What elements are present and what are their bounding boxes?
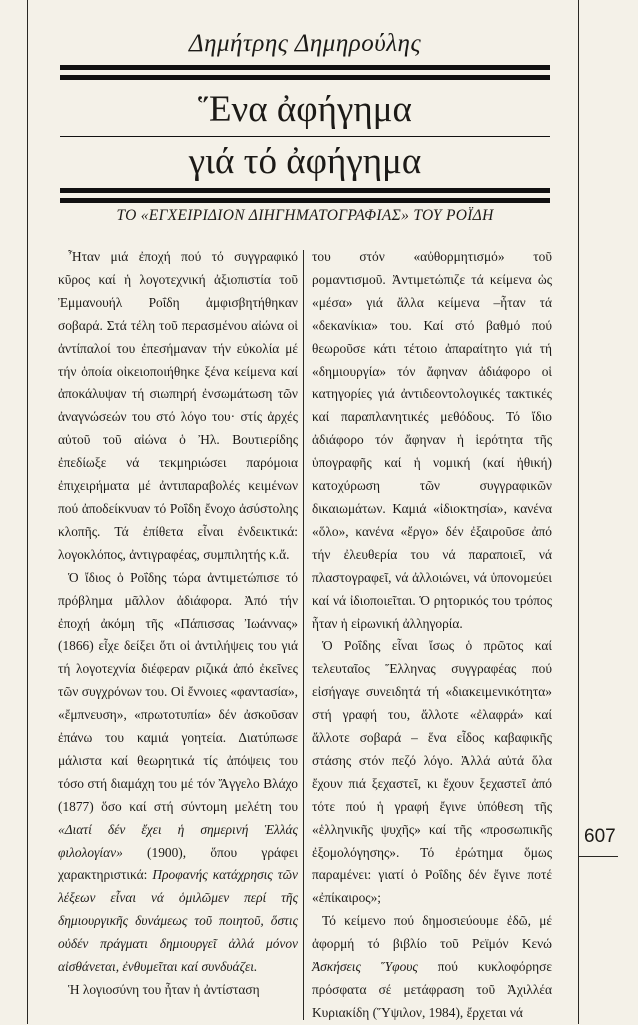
- heading-rule-top: [60, 65, 550, 70]
- heading-rule-bottom-second: [60, 198, 550, 203]
- title-divider: [60, 136, 550, 137]
- paragraph: [58, 567, 298, 979]
- page-number-rule: [578, 856, 618, 857]
- column-divider: [303, 250, 304, 1020]
- paragraph-text: Ὁ ἴδιος ὁ Ροΐδης τώρα ἀντιμετώπισε τό πρόβλημα μᾶλλον ἀδιάφορα. Ἀπό τήν ἐποχή ἀκόμη τῆς «Πάπισσας Ἰωάννας» (1866) εἶχε δείξει ὅτι οἱ ἀντιλήψεις του γιά τή λογοτεχνία διέφεραν ριζικά ἀπό ἐκεῖνες τῶν συγχρόνων του. Οἱ ἔννοιες «φαντασία», «ἔμπνευση», «πρωτοτυπία» δέν ἀσκοῦσαν ἐπάνω του καμιά γοητεία. Διατύπωσε μάλιστα καί θεωρητικά τίς ἀπόψεις του τόσο στή διαμάχη του μέ τόν Ἄγγελο Βλάχο (1877) ὅσο καί στή σύντομη μελέτη του: [58, 569, 298, 814]
- paragraph-text: πού κυκλοφόρησε πρόσφατα σέ μετάφραση τοῦ Ἀχιλλέα Κυριακίδη (Ὕψιλον, 1984), ἔρχεται νά: [312, 959, 552, 1020]
- quotation: Προφανής κατάχρησις τῶν λέξεων εἶναι νά ὁμιλῶμεν περί τῆς δημιουργικῆς δυνάμεως τοῦ ποιητοῦ, ὅστις οὐδέν πράγματι δημιουργεῖ: [58, 867, 298, 952]
- left-margin-rule: [27, 0, 28, 1024]
- page-number: 607: [584, 826, 616, 847]
- author-name: Δημήτρης Δημηρούλης: [188, 30, 422, 57]
- paragraph: Ἦταν μιά ἐποχή πού τό συγγραφικό κῦρος καί ἡ λογοτεχνική ἀξιοπιστία τοῦ Ἐμμανουήλ Ροΐδη ἀμφισβητήθηκαν σοβαρά. Στά τέλη τοῦ περασμένου αἰώνα οἱ ἀντίπαλοί του ἐπεσήμαναν τήν εὐκολία μέ τήν ὁποία οἰκειοποιήθηκε ξένα κείμενα καί ἀποκάλυψαν τή σιωπηρή ἐνσωμάτωση τῶν ἀναγνώσεών του στό λόγο του· στίς ἀρχές αὐτοῦ τοῦ αἰώνα ὁ Ἠλ. Βουτιερίδης ἐπεδίωξε νά τεκμηριώσει παρόμοια ἐπιχειρήματα μέ ἀντιπαραβολές κειμένων πού ἀποδείκνυαν τό Ροΐδη ἔνοχο ἀσύστολης κλοπῆς. Τά ἐπίθετα εἶναι ἐνδεικτικά: λογοκλόπος, ἀντιγραφέας, συμπιλητής κ.ἄ.: [58, 249, 298, 562]
- right-margin-rule: [578, 0, 579, 1024]
- heading-rule-bottom: [60, 188, 550, 193]
- paragraph: Ὁ Ροΐδης εἶναι ἴσως ὁ πρῶτος καί τελευταῖος Ἕλληνας συγγραφέας πού εἰσήγαγε συνειδητά τή «διακειμενικότητα» στή γραφή του, ἄλλοτε «ἐλαφρά» καί ἄλλοτε σοβαρά – ἕνα εἶδος καβαφικῆς στάσης στόν πεζό λόγο. Ἀλλά αὐτά ὅλα ἔχουν πιά ξεχαστεῖ, κι ἔχουν ξεχαστεῖ ἀπό τότε πού ἡ γραφή ἔγινε ὑπόθεση τῆς «ἑλληνικῆς ψυχῆς» καί τῆς «προσωπικῆς ἐξομολόγησης». Τό ἐρώτημα ὅμως παραμένει: γιατί ὁ Ροΐδης δέν ἔγινε ποτέ «ἐπίκαιρος»;: [312, 638, 552, 906]
- paragraph: Ἡ λογιοσύνη του ἦταν ἡ ἀντίσταση: [68, 982, 260, 997]
- quotation: ἀλλά μόνον αἰσθάνεται, ἐνθυμεῖται καί συνδυάζει.: [58, 936, 298, 975]
- cited-work-title: «Διατί δέν ἔχει ἡ σημερινή Ἑλλάς φιλολογίαν»: [58, 821, 298, 860]
- paragraph-text: (1900), ὅπου γράφει χαρακτηριστικά:: [58, 844, 298, 883]
- heading-rule-top-second: [60, 75, 550, 80]
- article-title-line-2: γιά τό ἀφήγημα: [188, 141, 422, 182]
- paragraph: [312, 910, 552, 1025]
- cited-work-title: Ἀσκήσεις Ὕφους: [312, 959, 418, 975]
- paragraph-text: Τό κείμενο πού δημοσιεύουμε ἐδῶ, μέ ἀφορμή τό βιβλίο τοῦ Ρεϊμόν Κενώ: [312, 913, 552, 952]
- text-column-left: [58, 246, 298, 1002]
- article-subtitle: ΤΟ «ΕΓΧΕΙΡΙΔΙΟΝ ΔΙΗΓΗΜΑΤΟΓΡΑΦΙΑΣ» ΤΟΥ ΡΟΪΔΗ: [116, 207, 494, 224]
- article-title-line-1: Ἕνα ἀφήγημα: [198, 89, 412, 130]
- text-column-right: [312, 246, 552, 1025]
- paragraph: του στόν «αὐθορμητισμό» τοῦ ρομαντισμοῦ. Ἀντιμετώπιζε τά κείμενα ὡς «μέσα» γιά ἄλλα κείμενα –ἦταν τά «δεκανίκια» του. Καί στό βαθμό πού θεωροῦσε κάτι τέτοιο ἀπαραίτητο γιά τή «δημιουργία» τόν ἄφηναν ἀδιάφορο οἱ κατηγορίες γιά ἀντιδεοντολογικές τακτικές καί παραπλανητικές μεθόδους. Τό ἴδιο ἀδιάφορο τόν ἄφηναν ἡ ἱερότητα τῆς ὑπογραφῆς καί ἡ νομική (καί ἠθική) κατοχύρωση τῶν συγγραφικῶν δικαιωμάτων. Καμιά «ἰδιοκτησία», κανένα «ὅλο», κανένα «ἔργο» δέν ἐξαιροῦσε ἀπό τήν ἐλευθερία του νά παραποιεῖ, νά πλαστογραφεῖ, νά ἀλλοιώνει, νά ὑπονομεύει καί νά ἰδιοποιεῖται. Ὁ ρητορικός του τρόπος ἦταν ἡ εἰρωνική ἀλληγορία.: [312, 249, 552, 631]
